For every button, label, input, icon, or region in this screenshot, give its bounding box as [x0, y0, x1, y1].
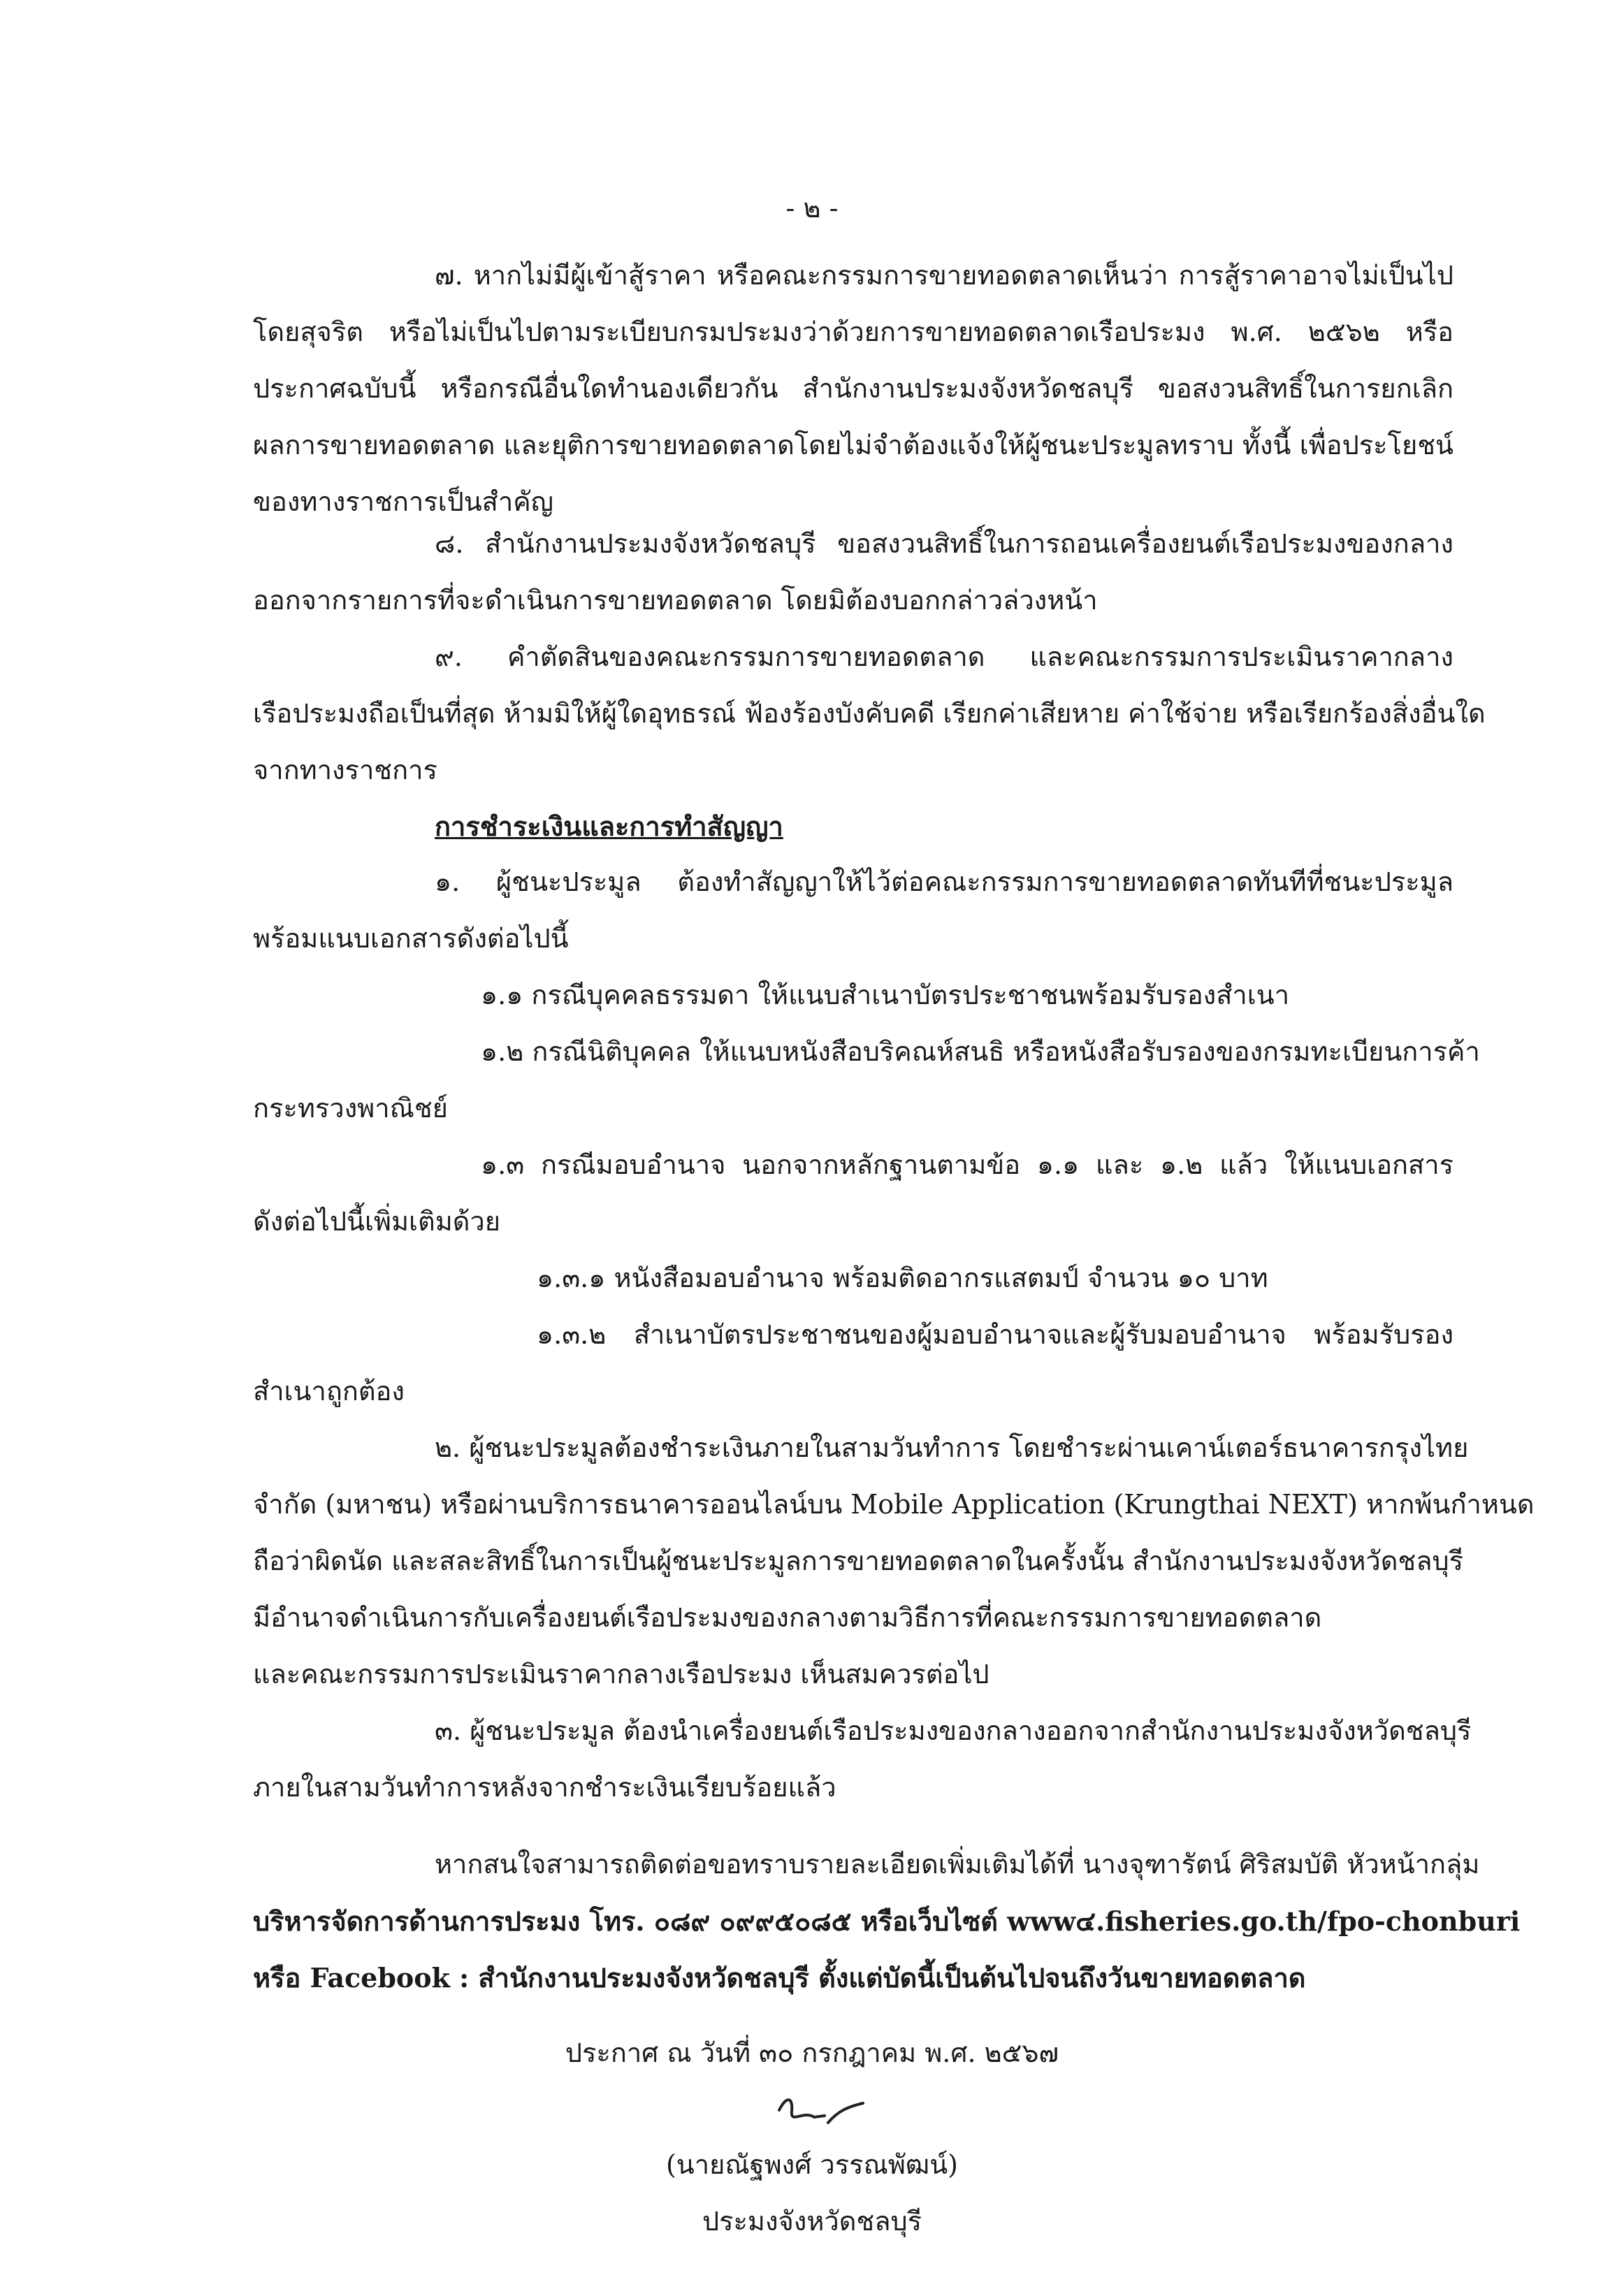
payment-1-3-line-1: ๑.๓ กรณีมอบอำนาจ นอกจากหลักฐานตามข้อ ๑.๑ และ ๑.๒ แล้ว ให้แนบเอกสาร: [481, 1149, 1453, 1180]
payment-heading: การชำระเงินและการทำสัญญา: [435, 811, 783, 842]
payment-2-line-3: ถือว่าผิดนัด และสละสิทธิ์ในการเป็นผู้ชนะประมูลการขายทอดตลาดในครั้งนั้น สำนักงานประมงจังหวัดชลบุรี: [253, 1546, 1464, 1576]
payment-1-3-line-2: ดังต่อไปนี้เพิ่มเติมด้วย: [253, 1206, 501, 1237]
clause-9-line-1: ๙. คำตัดสินของคณะกรรมการขายทอดตลาด และคณะกรรมการประเมินราคากลาง: [435, 641, 1453, 672]
clause-9-line-2: เรือประมงถือเป็นที่สุด ห้ามมิให้ผู้ใดอุทธรณ์ ฟ้องร้องบังคับคดี เรียกค่าเสียหาย ค่าใช้จ่าย หรือเรียกร้องสิ่งอื่นใด: [253, 698, 1486, 729]
payment-1-1: ๑.๑ กรณีบุคคลธรรมดา ให้แนบสำเนาบัตรประชาชนพร้อมรับรองสำเนา: [481, 980, 1290, 1010]
payment-1-3-2-line-2: สำเนาถูกต้อง: [253, 1376, 405, 1407]
clause-7-line-2: โดยสุจริต หรือไม่เป็นไปตามระเบียบกรมประมงว่าด้วยการขายทอดตลาดเรือประมง พ.ศ. ๒๕๖๒ หรือ: [253, 317, 1453, 347]
payment-1-3-1: ๑.๓.๑ หนังสือมอบอำนาจ พร้อมติดอากรแสตมป์ จำนวน ๑๐ บาท: [537, 1263, 1268, 1293]
contact-line-2: บริหารจัดการด้านการประมง โทร. ๐๘๙ ๐๙๙๕๐๘๕ หรือเว็บไซต์ www๔.fisheries.go.th/fpo-chonburi: [253, 1905, 1521, 1937]
signatory-title: ประมงจังหวัดชลบุรี: [702, 2206, 922, 2237]
payment-3-line-1: ๓. ผู้ชนะประมูล ต้องนำเครื่องยนต์เรือประมงของกลางออกจากสำนักงานประมงจังหวัดชลบุรี: [435, 1715, 1472, 1746]
payment-1-2-line-2: กระทรวงพาณิชย์: [253, 1093, 448, 1124]
payment-2-line-1: ๒. ผู้ชนะประมูลต้องชำระเงินภายในสามวันทำการ โดยชำระผ่านเคาน์เตอร์ธนาคารกรุงไทย: [435, 1432, 1469, 1463]
contact-line-3: หรือ Facebook : สำนักงานประมงจังหวัดชลบุรี ตั้งแต่บัดนี้เป็นต้นไปจนถึงวันขายทอดตลาด: [253, 1962, 1306, 1993]
contact-line-1: หากสนใจสามารถติดต่อขอทราบรายละเอียดเพิ่มเติมได้ที่ นางจุฑารัตน์ ศิริสมบัติ หัวหน้ากลุ่ม: [435, 1849, 1480, 1880]
clause-7-line-4: ผลการขายทอดตลาด และยุติการขายทอดตลาดโดยไม่จำต้องแจ้งให้ผู้ชนะประมูลทราบ ทั้งนี้ เพื่อประโยชน์: [253, 430, 1453, 460]
signatory-name: (นายณัฐพงศ์ วรรณพัฒน์): [665, 2149, 959, 2180]
payment-3-line-2: ภายในสามวันทำการหลังจากชำระเงินเรียบร้อยแล้ว: [253, 1772, 836, 1803]
payment-1-line-2: พร้อมแนบเอกสารดังต่อไปนี้: [253, 923, 569, 954]
announce-date: ประกาศ ณ วันที่ ๓๐ กรกฎาคม พ.ศ. ๒๕๖๗: [565, 2037, 1059, 2068]
clause-9-line-3: จากทางราชการ: [253, 755, 437, 785]
payment-2-line-2: จำกัด (มหาชน) หรือผ่านบริการธนาคารออนไลน์บน Mobile Application (Krungthai NEXT) หากพ้นกำหนด: [253, 1489, 1535, 1520]
payment-1-3-2-line-1: ๑.๓.๒ สำเนาบัตรประชาชนของผู้มอบอำนาจและผู้รับมอบอำนาจ พร้อมรับรอง: [537, 1319, 1453, 1350]
clause-8-line-1: ๘. สำนักงานประมงจังหวัดชลบุรี ขอสงวนสิทธิ์ในการถอนเครื่องยนต์เรือประมงของกลาง: [435, 528, 1453, 559]
payment-2-line-4: มีอำนาจดำเนินการกับเครื่องยนต์เรือประมงของกลางตามวิธีการที่คณะกรรมการขายทอดตลาด: [253, 1602, 1322, 1633]
clause-8-line-2: ออกจากรายการที่จะดำเนินการขายทอดตลาด โดยมิต้องบอกกล่าวล่วงหน้า: [253, 585, 1098, 616]
payment-1-line-1: ๑. ผู้ชนะประมูล ต้องทำสัญญาให้ไว้ต่อคณะกรรมการขายทอดตลาดทันทีที่ชนะประมูล: [435, 866, 1453, 897]
payment-2-line-5: และคณะกรรมการประเมินราคากลางเรือประมง เห็นสมควรต่อไป: [253, 1659, 989, 1690]
page-number: - ๒ -: [785, 193, 839, 224]
clause-7-line-3: ประกาศฉบับนี้ หรือกรณีอื่นใดทำนองเดียวกัน สำนักงานประมงจังหวัดชลบุรี ขอสงวนสิทธิ์ในการยกเลิก: [253, 373, 1453, 404]
payment-1-2-line-1: ๑.๒ กรณีนิติบุคคล ให้แนบหนังสือบริคณห์สนธิ หรือหนังสือรับรองของกรมทะเบียนการค้า: [481, 1036, 1480, 1067]
clause-7-line-5: ของทางราชการเป็นสำคัญ: [253, 486, 554, 517]
clause-7-line-1: ๗. หากไม่มีผู้เข้าสู้ราคา หรือคณะกรรมการขายทอดตลาดเห็นว่า การสู้ราคาอาจไม่เป็นไป: [435, 260, 1453, 291]
